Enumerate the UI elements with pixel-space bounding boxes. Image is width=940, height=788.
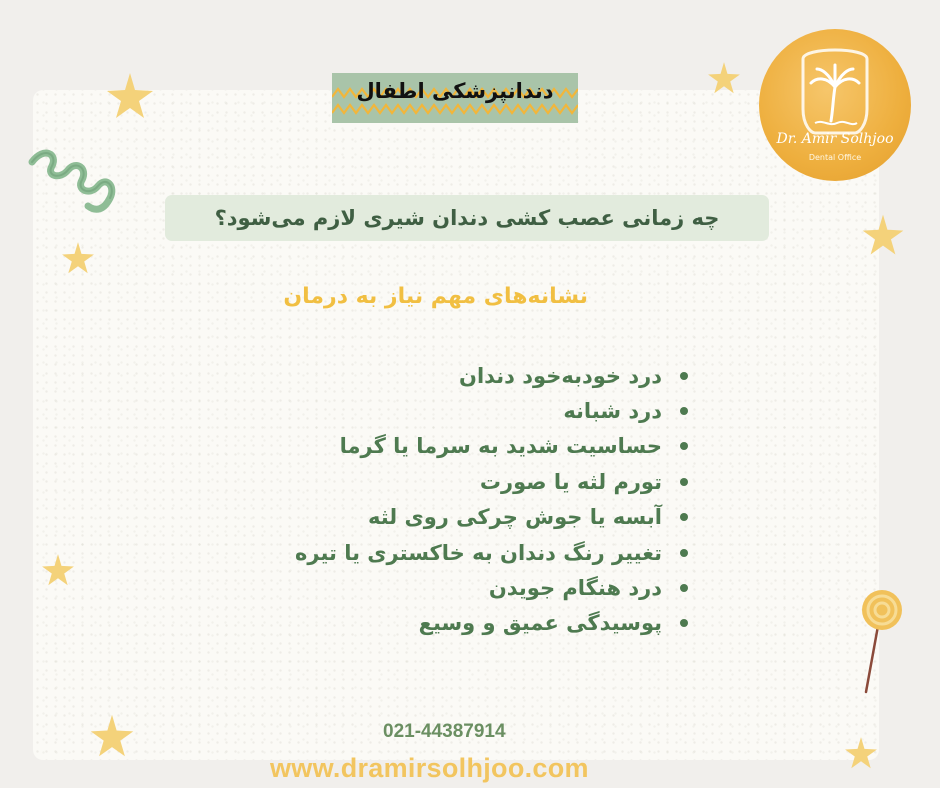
logo-name: Dr. Amir Solhjoo [776,131,894,147]
bullet-icon [680,549,688,557]
list-item [295,464,688,499]
page-title: دندانپزشکی اطفال [356,79,554,103]
symptoms-list [295,358,688,641]
list-item-text: درد شبانه [563,399,662,424]
list-item-text: درد خودبه‌خود دندان [459,363,662,388]
bullet-icon [680,442,688,450]
star-icon [104,70,156,122]
list-item-text: تغییر رنگ دندان به خاکستری یا تیره [295,540,662,565]
list-item [295,358,688,393]
bullet-icon [680,513,688,521]
star-icon [843,735,879,771]
bullet-icon [680,584,688,592]
star-icon [40,552,76,588]
star-icon [60,240,96,276]
bullet-icon [680,619,688,627]
question-banner: چه زمانی عصب کشی دندان شیری لازم می‌شود؟ [165,195,769,241]
list-item-text: درد هنگام جویدن [488,576,662,601]
lollipop-icon [852,588,908,696]
list-item [295,393,688,428]
bullet-icon [680,478,688,486]
logo-subtitle: Dental Office [808,153,862,162]
list-item-text: آبسه یا جوش چرکی روی لثه [367,505,662,530]
star-icon [88,712,136,760]
star-icon [860,212,906,258]
website-url: www.dramirsolhjoo.com [270,753,589,783]
phone-number: 021-44387914 [383,721,506,742]
list-item [295,570,688,605]
list-item [295,535,688,570]
list-item [295,606,688,641]
bullet-icon [680,407,688,415]
streamer-icon [26,140,118,218]
bullet-icon [680,372,688,380]
list-item-text: تورم لثه یا صورت [479,469,662,494]
list-item-text: حساسیت شدید به سرما یا گرما [339,434,662,459]
star-icon [706,60,742,96]
list-item-text: پوسیدگی عمیق و وسیع [418,611,662,636]
symptoms-heading: نشانه‌های مهم نیاز به درمان [283,284,588,309]
clinic-logo [759,29,911,181]
list-item [295,500,688,535]
list-item [295,429,688,464]
